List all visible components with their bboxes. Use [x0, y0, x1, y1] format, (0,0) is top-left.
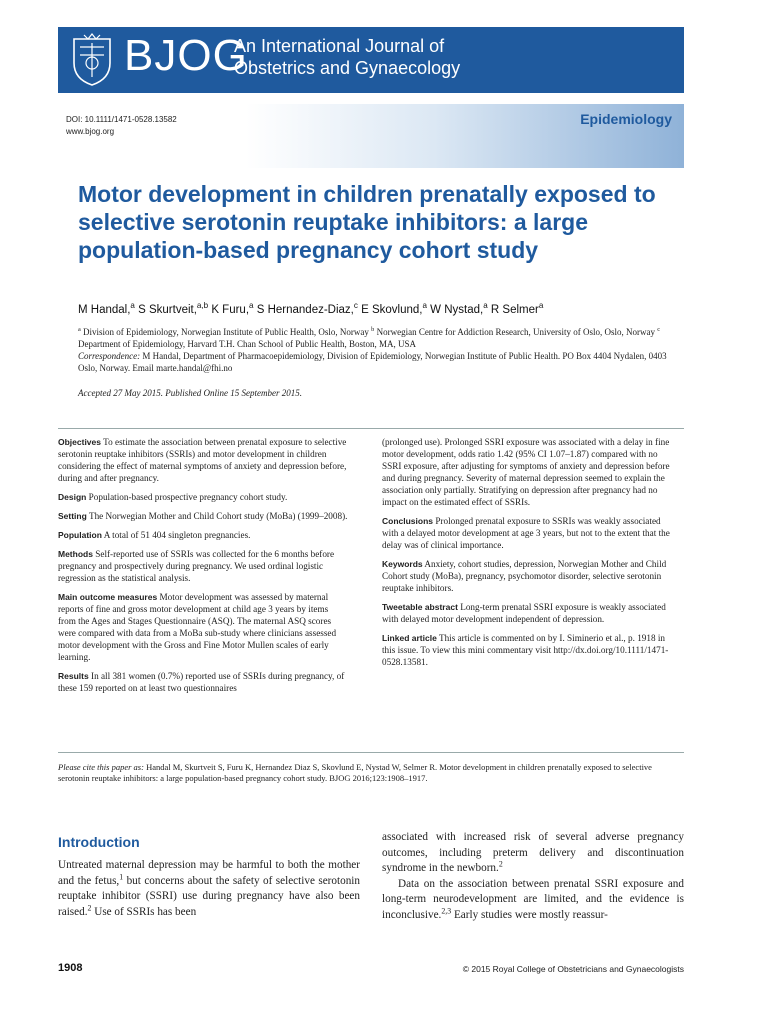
author: R Selmer: [490, 304, 539, 316]
abstract-results-continued: (prolonged use). Prolonged SSRI exposure was associated with a delay in fine motor development, odds ratio 1.42 (95% CI 1.07–1.87) compared with no SSRI exposure, after adjusting for symptoms of anxiety and depression before and during pregnancy. Severity of maternal depression seemed to explain the association only partially. Stratifying on depression after pregnancy had no impact on the estimated effect of SSRIs.: [382, 437, 670, 507]
author: E Skovlund,: [361, 304, 423, 316]
copyright: © 2015 Royal College of Obstetricians and Gynaecologists: [462, 964, 684, 974]
affiliation-b: Norwegian Centre for Addiction Research, University of Oslo, Oslo, Norway: [376, 327, 656, 337]
abstract-divider-top: [58, 428, 684, 429]
author: M Handal,: [78, 304, 131, 316]
correspondence-text: M Handal, Department of Pharmacoepidemiology, Division of Epidemiology, Norwegian Institute of Public Health. PO Box 4404 Nydalen, 0403 Oslo, Norway. Email marte.handal@fhi.no: [78, 351, 667, 373]
section-heading-introduction: Introduction: [58, 834, 140, 850]
page-number: 1908: [58, 962, 83, 974]
abstract-methods: Methods Self-reported use of SSRIs was collected for the 6 months before pregnancy and prospectively during pregnancy. We used ordinal logistic regression as the statistical analysis.: [58, 549, 335, 583]
abstract-outcome: Main outcome measures Motor development was assessed by maternal reports of fine and gross motor development at child age 3 years by items from the Ages and Stages Questionnaire (ASQ). The maternal ASQ scores were compared with data from a MoBa sub-study where clinicians assessed motor development with the Gross and Fine Motor Mullen scales of early learning.: [58, 592, 337, 662]
journal-name-line1: An International Journal of: [234, 36, 445, 56]
article-title: Motor development in children prenatally exposed to selective serotonin reuptake inhibitors: a large population-based pregnancy cohort study: [78, 181, 656, 263]
article-category: Epidemiology: [580, 111, 672, 127]
body-column-left: Untreated maternal depression may be harmful to both the mother and the fetus,$^1$ but concerns about the safety of selective serotonin reuptake inhibitor (SSRI) use during pregnancy have also been raised.$^2$ Use of SSRIs has been: [58, 859, 360, 918]
doi-block: [66, 114, 177, 138]
correspondence-label: Correspondence:: [78, 351, 141, 361]
author: S Skurtveit,: [138, 304, 197, 316]
crest-logo-icon: [70, 33, 114, 87]
journal-header: [58, 27, 684, 93]
abstract-tweetable: Tweetable abstract Long-term prenatal SSRI exposure is weakly associated with delayed motor development independent of depression.: [382, 602, 666, 624]
abstract-linked-article: Linked article This article is commented on by I. Siminerio et al., p. 1918 in this issue. To view this mini commentary visit http://dx.doi.org/10.1111/1471-0528.13581.: [382, 633, 669, 667]
affiliation-c: Department of Epidemiology, Harvard T.H. Chan School of Public Health, Boston, MA, USA: [78, 339, 417, 349]
abstract-setting: Setting The Norwegian Mother and Child Cohort study (MoBa) (1999–2008).: [58, 511, 348, 521]
author: W Nystad,: [430, 304, 484, 316]
citation-text: Handal M, Skurtveit S, Furu K, Hernandez Diaz S, Skovlund E, Nystad W, Selmer R. Motor development in children prenatally exposed to selective serotonin reuptake inhibitors: a large population-based pregnancy cohort study. BJOG 2016;123:1908–1917.: [58, 762, 652, 783]
journal-name: [234, 35, 460, 79]
abstract-population: Population A total of 51 404 singleton pregnancies.: [58, 530, 251, 540]
affiliations: $^a$ Division of Epidemiology, Norwegian Institute of Public Health, Oslo, Norway $^b$ Norwegian Centre for Addiction Research, University of Oslo, Oslo, Norway $^c$ Department of Epidemiology, Harvard T.H. Chan School of Public Health, Boston, MA, USA Correspondence: M Handal, Department of Pharmacoepidemiology, Division of Epidemiology, Norwegian Institute of Public Health. PO Box 4404 Nydalen, 0403 Oslo, Norway. Email marte.handal@fhi.no: [78, 326, 667, 373]
author-list: M Handal,$^a$ S Skurtveit,$^{a,b}$ K Furu,$^a$ S Hernandez-Diaz,$^c$ E Skovlund,$^a$ W Nystad,$^a$ R Selmer$^a$: [78, 301, 544, 316]
accepted-date: Accepted 27 May 2015. Published Online 15 September 2015.: [78, 388, 302, 398]
citation-note: [58, 762, 684, 784]
abstract-design: Design Population-based prospective pregnancy cohort study.: [58, 492, 288, 502]
journal-name-line2: Obstetrics and Gynaecology: [234, 58, 461, 78]
abstract-left-column: [58, 436, 348, 701]
abstract-conclusions: Conclusions Prolonged prenatal exposure to SSRIs was weakly associated with a delayed motor development at age 3 years, but not to the extent that the delay was of clinical importance.: [382, 516, 670, 550]
website-link[interactable]: www.bjog.org: [66, 127, 115, 136]
abstract-divider-bottom: [58, 752, 684, 753]
author: K Furu,: [211, 304, 250, 316]
abstract-results: Results In all 381 women (0.7%) reported use of SSRIs during pregnancy, of these 159 reported on at least two questionnaires: [58, 671, 345, 693]
abstract-objectives: Objectives To estimate the association between prenatal exposure to selective serotonin reuptake inhibitors (SSRIs) and motor development in children considering the effect of maternal symptoms of anxiety and depression before, during and after pregnancy.: [58, 437, 347, 483]
citation-lead: Please cite this paper as:: [58, 762, 144, 772]
author: S Hernandez-Diaz,: [256, 304, 354, 316]
abstract-right-column: [382, 436, 672, 675]
doi: DOI: 10.1111/1471-0528.13582: [66, 115, 177, 124]
affiliation-a: Division of Epidemiology, Norwegian Institute of Public Health, Oslo, Norway: [83, 327, 369, 337]
journal-logo-text: BJOG: [124, 31, 248, 80]
body-column-right: associated with increased risk of several adverse pregnancy outcomes, including preterm delivery and discontinuation syndrome in the newborn.$^2$ Data on the association between prenatal SSRI exposure and long-term neurodevelopment are limited, and the evidence is inconclusive.$^{2,3}$ Early studies were mostly reassur-: [382, 831, 684, 921]
abstract-keywords: Keywords Anxiety, cohort studies, depression, Norwegian Mother and Child Cohort study (MoBa), pregnancy, psychomotor disorder, selective serotonin reuptake inhibitors.: [382, 559, 667, 593]
